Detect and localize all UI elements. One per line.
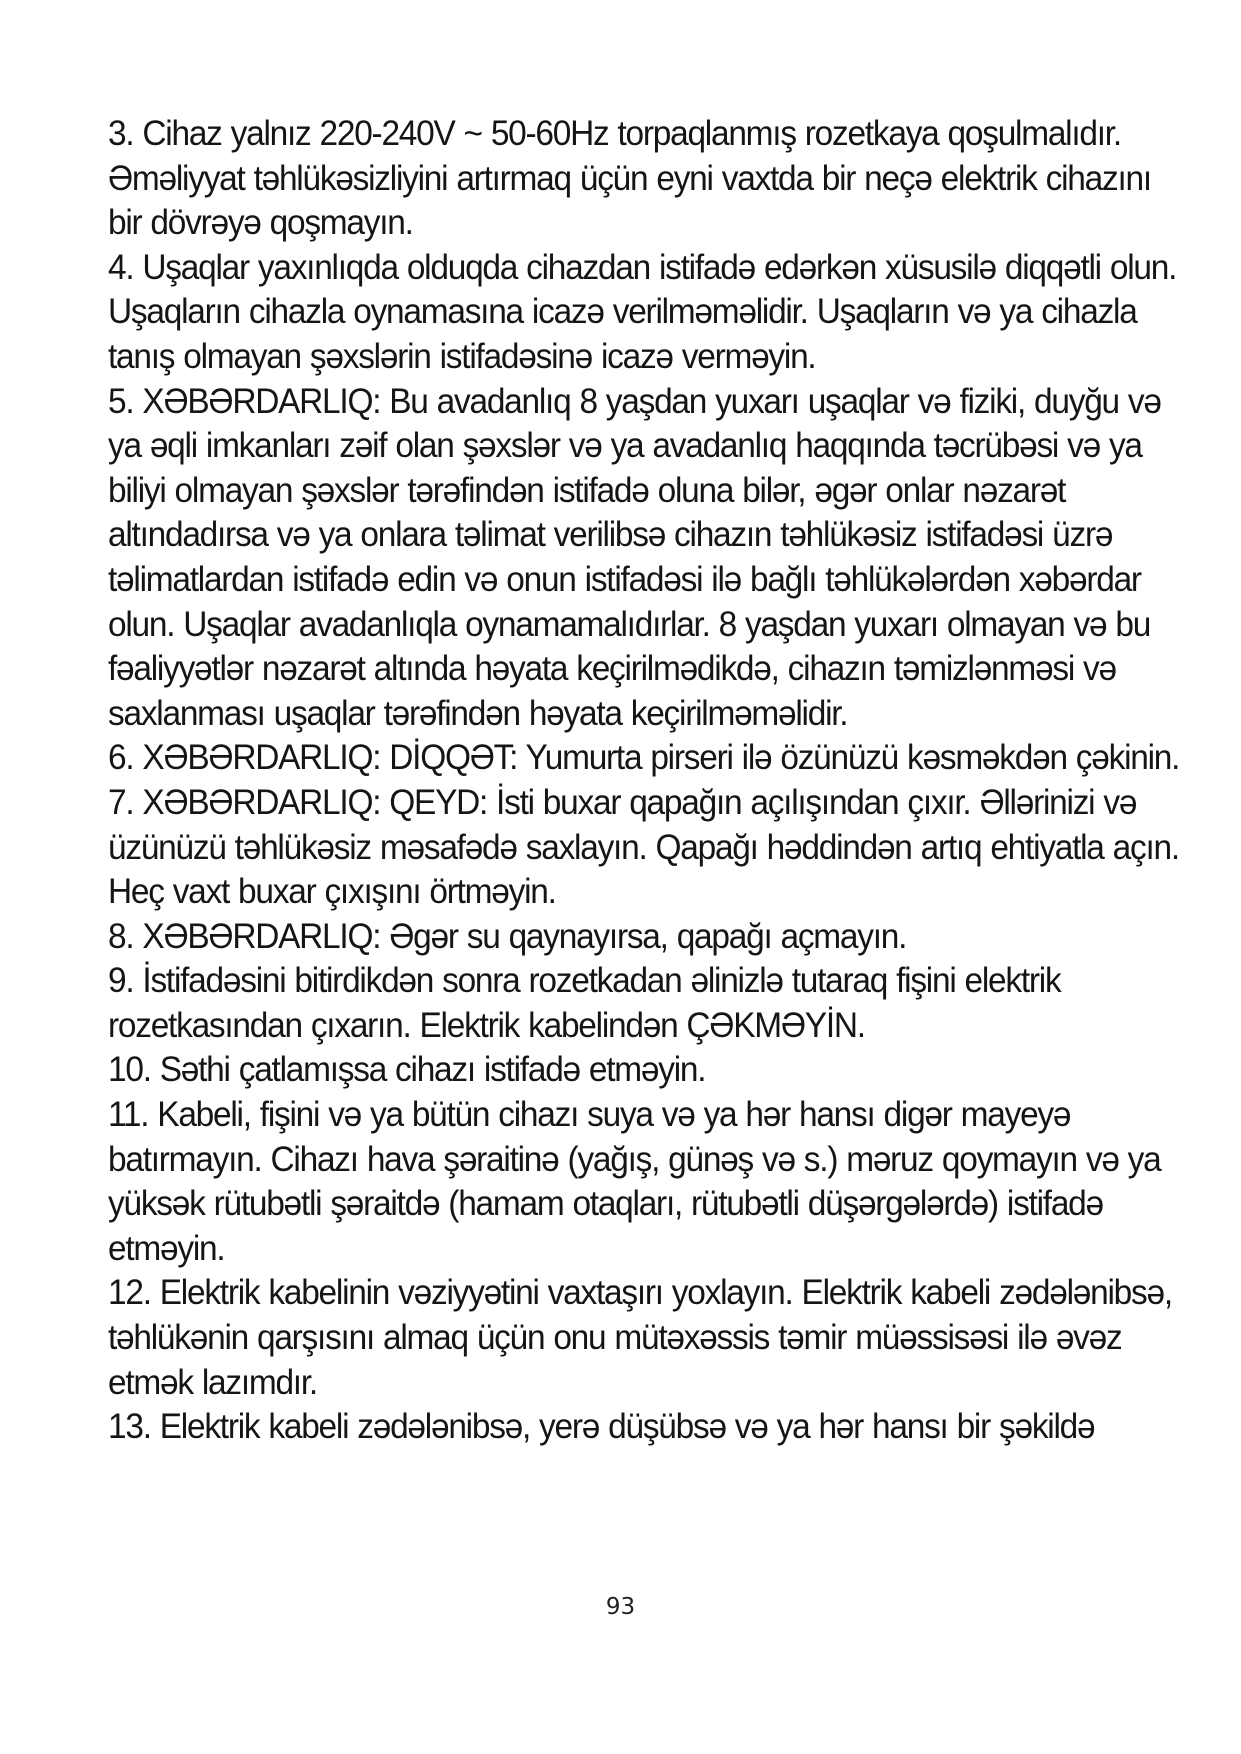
- instruction-item-11: 11. Kabeli, fişini və ya bütün cihazı suya və ya hər hansı digər mayeyə batırmayın. Cihazı hava şəraitinə (yağış, günəş və s.) məruz qoymayın və ya yüksək rütubətli şəraitdə (hamam otaqları, rütubətli düşərgələrdə) istifadə etməyin.: [108, 1095, 1161, 1268]
- instruction-item-12: 12. Elektrik kabelinin vəziyyətini vaxtaşırı yoxlayın. Elektrik kabeli zədələnibsə, təhlükənin qarşısını almaq üçün onu mütəxəssis təmir müəssisəsi ilə əvəz etmək lazımdır.: [108, 1273, 1172, 1402]
- safety-instructions: [108, 112, 1188, 1450]
- instruction-item-3: 3. Cihaz yalnız 220-240V ~ 50-60Hz torpaqlanmış rozetkaya qoşulmalıdır. Əməliyyat təhlükəsizliyini artırmaq üçün eyni vaxtda bir neçə elektrik cihazını bir dövrəyə qoşmayın.: [108, 114, 1151, 243]
- instruction-item-5: 5. XƏBƏRDARLIQ: Bu avadanlıq 8 yaşdan yuxarı uşaqlar və fiziki, duyğu və ya əqli imkanları zəif olan şəxslər və ya avadanlıq haqqında təcrübəsi və ya biliyi olmayan şəxslər tərəfindən istifadə oluna bilər, əgər onlar nəzarət altındadırsa və ya onlara təlimat verilibsə cihazın təhlükəsiz istifadəsi üzrə təlimatlardan istifadə edin və onun istifadəsi ilə bağlı təhlükələrdən xəbərdar olun. Uşaqlar avadanlıqla oynamamalıdırlar. 8 yaşdan yuxarı olmayan və bu fəaliyyətlər nəzarət altında həyata keçirilmədikdə, cihazın təmizlənməsi və saxlanması uşaqlar tərəfindən həyata keçirilməməlidir.: [108, 381, 1161, 733]
- instruction-item-6: 6. XƏBƏRDARLIQ: DİQQƏT: Yumurta pirseri ilə özünüzü kəsməkdən çəkinin.: [108, 738, 1180, 778]
- instruction-item-10: 10. Səthi çatlamışsa cihazı istifadə etməyin.: [108, 1050, 706, 1090]
- page-number: 93: [605, 1594, 636, 1620]
- instruction-item-7: 7. XƏBƏRDARLIQ: QEYD: İsti buxar qapağın açılışından çıxır. Əllərinizi və üzünüzü təhlükəsiz məsafədə saxlayın. Qapağı həddindən artıq ehtiyatla açın. Heç vaxt buxar çıxışını örtməyin.: [108, 782, 1179, 912]
- instruction-item-8: 8. XƏBƏRDARLIQ: Əgər su qaynayırsa, qapağı açmayın.: [108, 916, 907, 956]
- instruction-item-9: 9. İstifadəsini bitirdikdən sonra rozetkadan əlinizlə tutaraq fişini elektrik rozetkasından çıxarın. Elektrik kabelindən ÇƏKMƏYİN.: [108, 961, 1061, 1045]
- instruction-item-4: 4. Uşaqlar yaxınlıqda olduqda cihazdan istifadə edərkən xüsusilə diqqətli olun. Uşaqların cihazla oynamasına icazə verilməməlidir. Uşaqların və ya cihazla tanış olmayan şəxslərin istifadəsinə icazə verməyin.: [108, 247, 1177, 376]
- instruction-item-13: 13. Elektrik kabeli zədələnibsə, yerə düşübsə və ya hər hansı bir şəkildə: [108, 1407, 1095, 1447]
